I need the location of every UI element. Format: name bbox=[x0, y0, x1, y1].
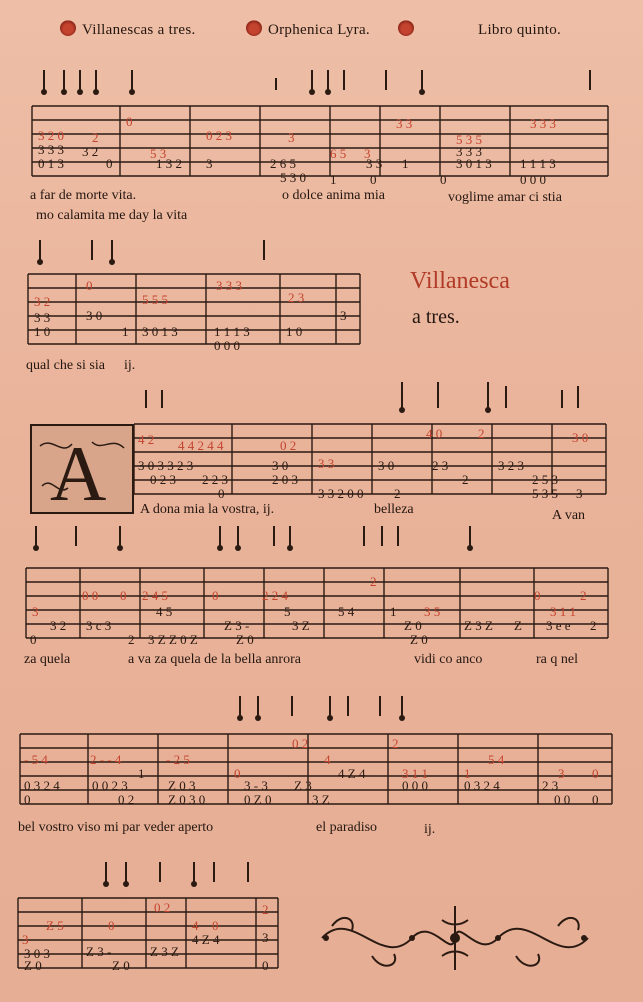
fleuron-icon bbox=[60, 20, 76, 36]
section-title: Villanesca bbox=[410, 268, 510, 294]
lyric-line: el paradiso bbox=[316, 820, 378, 835]
svg-text:2: 2 bbox=[462, 472, 469, 487]
svg-text:Z: Z bbox=[514, 618, 522, 633]
lyric-line: za quela bbox=[24, 652, 71, 667]
svg-text:0: 0 bbox=[592, 792, 599, 807]
svg-text:Z 0 3: Z 0 3 bbox=[168, 778, 196, 793]
svg-text:4 4 2 4 4: 4 4 2 4 4 bbox=[178, 438, 224, 453]
svg-text:5 4: 5 4 bbox=[488, 752, 505, 767]
svg-text:3: 3 bbox=[364, 146, 371, 161]
svg-text:0: 0 bbox=[106, 156, 113, 171]
svg-text:2: 2 bbox=[478, 426, 485, 441]
lyric-line: a va za quela de la bella anrora bbox=[128, 652, 301, 667]
tablature-staff bbox=[26, 236, 366, 356]
svg-text:2: 2 bbox=[370, 574, 377, 589]
svg-text:0: 0 bbox=[108, 918, 115, 933]
svg-text:1 1 1 3: 1 1 1 3 bbox=[214, 324, 250, 339]
svg-text:3 0 1 3: 3 0 1 3 bbox=[456, 156, 492, 171]
svg-text:3: 3 bbox=[32, 604, 39, 619]
svg-text:3 3 2 0 0: 3 3 2 0 0 bbox=[318, 486, 364, 501]
svg-text:5 5 5: 5 5 5 bbox=[142, 292, 168, 307]
svg-text:0 2: 0 2 bbox=[280, 438, 297, 453]
svg-text:0 3 2 4: 0 3 2 4 bbox=[24, 778, 60, 793]
svg-text:2 0 3: 2 0 3 bbox=[272, 472, 298, 487]
svg-text:3 3: 3 3 bbox=[396, 116, 413, 131]
svg-text:3: 3 bbox=[288, 130, 295, 145]
svg-text:0: 0 bbox=[440, 172, 447, 187]
tablature-system-3 bbox=[132, 378, 612, 508]
lyric-line: o dolce anima mia bbox=[282, 188, 386, 203]
svg-text:0: 0 bbox=[86, 278, 93, 293]
fleuron-icon bbox=[246, 20, 262, 36]
svg-text:Z 3: Z 3 bbox=[294, 778, 312, 793]
lyric-line: bel vostro viso mi par veder aperto bbox=[18, 820, 214, 835]
svg-text:3 3: 3 3 bbox=[318, 456, 335, 471]
svg-text:3 c 3: 3 c 3 bbox=[86, 618, 112, 633]
svg-text:5: 5 bbox=[284, 604, 291, 619]
svg-text:0 2: 0 2 bbox=[118, 792, 135, 807]
svg-text:2: 2 bbox=[128, 632, 135, 647]
floral-vignette-icon bbox=[312, 896, 598, 980]
svg-text:4: 4 bbox=[324, 752, 331, 767]
svg-text:- 2 5: - 2 5 bbox=[166, 752, 190, 767]
tablature-staff bbox=[132, 378, 612, 508]
svg-text:3 - 3: 3 - 3 bbox=[244, 778, 268, 793]
svg-text:0 2: 0 2 bbox=[154, 900, 171, 915]
svg-text:2 5 3: 2 5 3 bbox=[532, 472, 558, 487]
svg-text:Z 3 Z: Z 3 Z bbox=[464, 618, 493, 633]
lyric-line: belleza bbox=[374, 502, 414, 517]
decorated-initial-A bbox=[30, 424, 134, 514]
lyric-line: vidi co anco bbox=[414, 652, 483, 667]
svg-text:3: 3 bbox=[262, 930, 269, 945]
lyric-line: qual che si sia bbox=[26, 358, 105, 373]
svg-text:0: 0 bbox=[592, 766, 599, 781]
svg-text:Z 0: Z 0 bbox=[410, 632, 428, 647]
svg-text:3 2: 3 2 bbox=[50, 618, 67, 633]
svg-text:3 3 3: 3 3 3 bbox=[216, 278, 242, 293]
svg-text:3 Z Z 0 Z: 3 Z Z 0 Z bbox=[148, 632, 198, 647]
svg-text:6 5: 6 5 bbox=[330, 146, 347, 161]
svg-text:1: 1 bbox=[330, 172, 337, 187]
svg-text:0 Z 0: 0 Z 0 bbox=[244, 792, 272, 807]
header-right: Libro quinto. bbox=[478, 22, 562, 38]
svg-text:3 3 3: 3 3 3 bbox=[530, 116, 556, 131]
tablature-staff bbox=[16, 856, 286, 978]
svg-text:2: 2 bbox=[580, 588, 587, 603]
svg-text:0 2: 0 2 bbox=[292, 736, 309, 751]
svg-text:0: 0 bbox=[212, 588, 219, 603]
svg-text:5 3: 5 3 bbox=[150, 146, 167, 161]
lyric-line: mo calamita me day la vita bbox=[36, 208, 188, 223]
svg-text:3: 3 bbox=[340, 308, 347, 323]
svg-text:3: 3 bbox=[576, 486, 583, 501]
svg-text:3: 3 bbox=[22, 932, 29, 947]
lyric-line: ij. bbox=[424, 822, 436, 837]
svg-text:4 5: 4 5 bbox=[156, 604, 173, 619]
svg-text:2: 2 bbox=[262, 902, 269, 917]
svg-text:5 3 5: 5 3 5 bbox=[532, 486, 558, 501]
svg-text:4 Z 4: 4 Z 4 bbox=[338, 766, 366, 781]
lyric-line: voglime amar ci stia bbox=[448, 190, 562, 205]
svg-text:3 1 1: 3 1 1 bbox=[550, 604, 576, 619]
svg-text:1 1 1 3: 1 1 1 3 bbox=[520, 156, 556, 171]
svg-text:1: 1 bbox=[464, 766, 471, 781]
svg-text:0: 0 bbox=[24, 792, 31, 807]
svg-text:2: 2 bbox=[92, 130, 99, 145]
svg-text:A: A bbox=[50, 430, 107, 512]
svg-text:0 2 3: 0 2 3 bbox=[206, 128, 232, 143]
svg-text:1: 1 bbox=[138, 766, 145, 781]
lyric-line: ra q nel bbox=[536, 652, 578, 667]
svg-text:2 - - 4: 2 - - 4 bbox=[90, 752, 122, 767]
svg-text:Z 0: Z 0 bbox=[24, 958, 42, 973]
svg-text:0: 0 bbox=[126, 114, 133, 129]
svg-text:0: 0 bbox=[534, 588, 541, 603]
svg-text:2 2 4: 2 2 4 bbox=[262, 588, 288, 603]
svg-text:Z 0 3 0: Z 0 3 0 bbox=[168, 792, 206, 807]
svg-text:5 3 5: 5 3 5 bbox=[456, 132, 482, 147]
svg-text:1 0: 1 0 bbox=[34, 324, 51, 339]
svg-text:2 3: 2 3 bbox=[542, 778, 559, 793]
svg-text:3 0: 3 0 bbox=[378, 458, 395, 473]
svg-text:3: 3 bbox=[558, 766, 565, 781]
tablature-staff bbox=[24, 520, 614, 650]
svg-text:0 0 0: 0 0 0 bbox=[214, 338, 240, 353]
lyric-line: A dona mia la vostra, ij. bbox=[140, 502, 275, 517]
svg-text:1: 1 bbox=[390, 604, 397, 619]
svg-text:1: 1 bbox=[122, 324, 129, 339]
tablature-staff bbox=[30, 64, 610, 194]
svg-text:0 1 3: 0 1 3 bbox=[38, 156, 64, 171]
lyric-line: a far de morte vita. bbox=[30, 188, 137, 203]
svg-text:0: 0 bbox=[120, 588, 127, 603]
svg-text:3: 3 bbox=[206, 156, 213, 171]
svg-text:3 0 3: 3 0 3 bbox=[24, 946, 50, 961]
svg-text:0 2 3: 0 2 3 bbox=[150, 472, 176, 487]
svg-text:3 2 3: 3 2 3 bbox=[498, 458, 524, 473]
svg-text:2 4 5: 2 4 5 bbox=[142, 588, 168, 603]
svg-text:0: 0 bbox=[370, 172, 377, 187]
svg-text:3 Z: 3 Z bbox=[312, 792, 330, 807]
svg-text:2: 2 bbox=[394, 486, 401, 501]
svg-text:0: 0 bbox=[218, 486, 225, 501]
svg-text:4 Z 4: 4 Z 4 bbox=[192, 932, 220, 947]
svg-text:3 2: 3 2 bbox=[34, 294, 51, 309]
svg-text:0 0 0: 0 0 0 bbox=[402, 778, 428, 793]
lyric-line: ij. bbox=[124, 358, 136, 373]
tablature-staff bbox=[18, 690, 618, 820]
tablature-system-1 bbox=[30, 64, 610, 194]
svg-text:Z 0: Z 0 bbox=[236, 632, 254, 647]
svg-text:0 0 2 3: 0 0 2 3 bbox=[92, 778, 128, 793]
lyric-line: A van bbox=[552, 508, 586, 523]
tablature-system-4 bbox=[24, 520, 614, 650]
svg-text:Z 5: Z 5 bbox=[46, 918, 64, 933]
svg-text:0 0: 0 0 bbox=[554, 792, 571, 807]
svg-text:3 0 1 3: 3 0 1 3 bbox=[142, 324, 178, 339]
svg-text:3 2: 3 2 bbox=[82, 144, 99, 159]
svg-text:Z 3 -: Z 3 - bbox=[224, 618, 250, 633]
svg-text:1 3 2: 1 3 2 bbox=[156, 156, 182, 171]
svg-text:3 0: 3 0 bbox=[86, 308, 103, 323]
fleuron-icon bbox=[398, 20, 414, 36]
svg-text:1: 1 bbox=[402, 156, 409, 171]
svg-text:2 3: 2 3 bbox=[432, 458, 449, 473]
svg-text:1 0: 1 0 bbox=[286, 324, 303, 339]
tablature-system-2 bbox=[26, 236, 366, 356]
section-subtitle: a tres. bbox=[412, 306, 460, 328]
svg-text:4 0: 4 0 bbox=[426, 426, 443, 441]
svg-text:3 0 3 3 2 3: 3 0 3 3 2 3 bbox=[138, 458, 194, 473]
svg-text:0: 0 bbox=[234, 766, 241, 781]
svg-text:0: 0 bbox=[30, 632, 37, 647]
svg-text:- 5 4: - 5 4 bbox=[24, 752, 48, 767]
svg-text:5 3 0: 5 3 0 bbox=[280, 170, 306, 185]
svg-text:3 5: 3 5 bbox=[424, 604, 441, 619]
svg-text:3 e e: 3 e e bbox=[546, 618, 571, 633]
svg-text:2 3: 2 3 bbox=[288, 290, 305, 305]
svg-text:3 3: 3 3 bbox=[34, 310, 51, 325]
svg-text:0 0 0: 0 0 0 bbox=[520, 172, 546, 187]
svg-text:Z 3 Z: Z 3 Z bbox=[150, 944, 179, 959]
svg-text:3 0: 3 0 bbox=[572, 430, 589, 445]
svg-text:Z 0: Z 0 bbox=[404, 618, 422, 633]
header-left: Villanescas a tres. bbox=[82, 22, 196, 38]
svg-text:5 4: 5 4 bbox=[338, 604, 355, 619]
svg-text:0 3 2 4: 0 3 2 4 bbox=[464, 778, 500, 793]
svg-text:3 Z: 3 Z bbox=[292, 618, 310, 633]
svg-text:0: 0 bbox=[262, 958, 269, 973]
svg-text:Z 3 -: Z 3 - bbox=[86, 944, 112, 959]
tablature-system-5 bbox=[18, 690, 618, 820]
svg-text:3 2 0: 3 2 0 bbox=[38, 128, 64, 143]
svg-text:2 6 5: 2 6 5 bbox=[270, 156, 296, 171]
svg-text:3 3: 3 3 bbox=[366, 156, 383, 171]
svg-text:3 0: 3 0 bbox=[272, 458, 289, 473]
tablature-system-6 bbox=[16, 856, 286, 978]
svg-text:Z 0: Z 0 bbox=[112, 958, 130, 973]
svg-text:4 2: 4 2 bbox=[138, 432, 155, 447]
svg-text:2: 2 bbox=[392, 736, 399, 751]
svg-text:4: 4 bbox=[192, 918, 199, 933]
svg-text:2 2 3: 2 2 3 bbox=[202, 472, 228, 487]
svg-text:0: 0 bbox=[212, 918, 219, 933]
svg-text:3 3 3: 3 3 3 bbox=[456, 144, 482, 159]
svg-text:2: 2 bbox=[590, 618, 597, 633]
svg-text:3 3 3: 3 3 3 bbox=[38, 142, 64, 157]
svg-text:3 1 1: 3 1 1 bbox=[402, 766, 428, 781]
svg-text:0 0: 0 0 bbox=[82, 588, 99, 603]
header-center: Orphenica Lyra. bbox=[268, 22, 370, 38]
